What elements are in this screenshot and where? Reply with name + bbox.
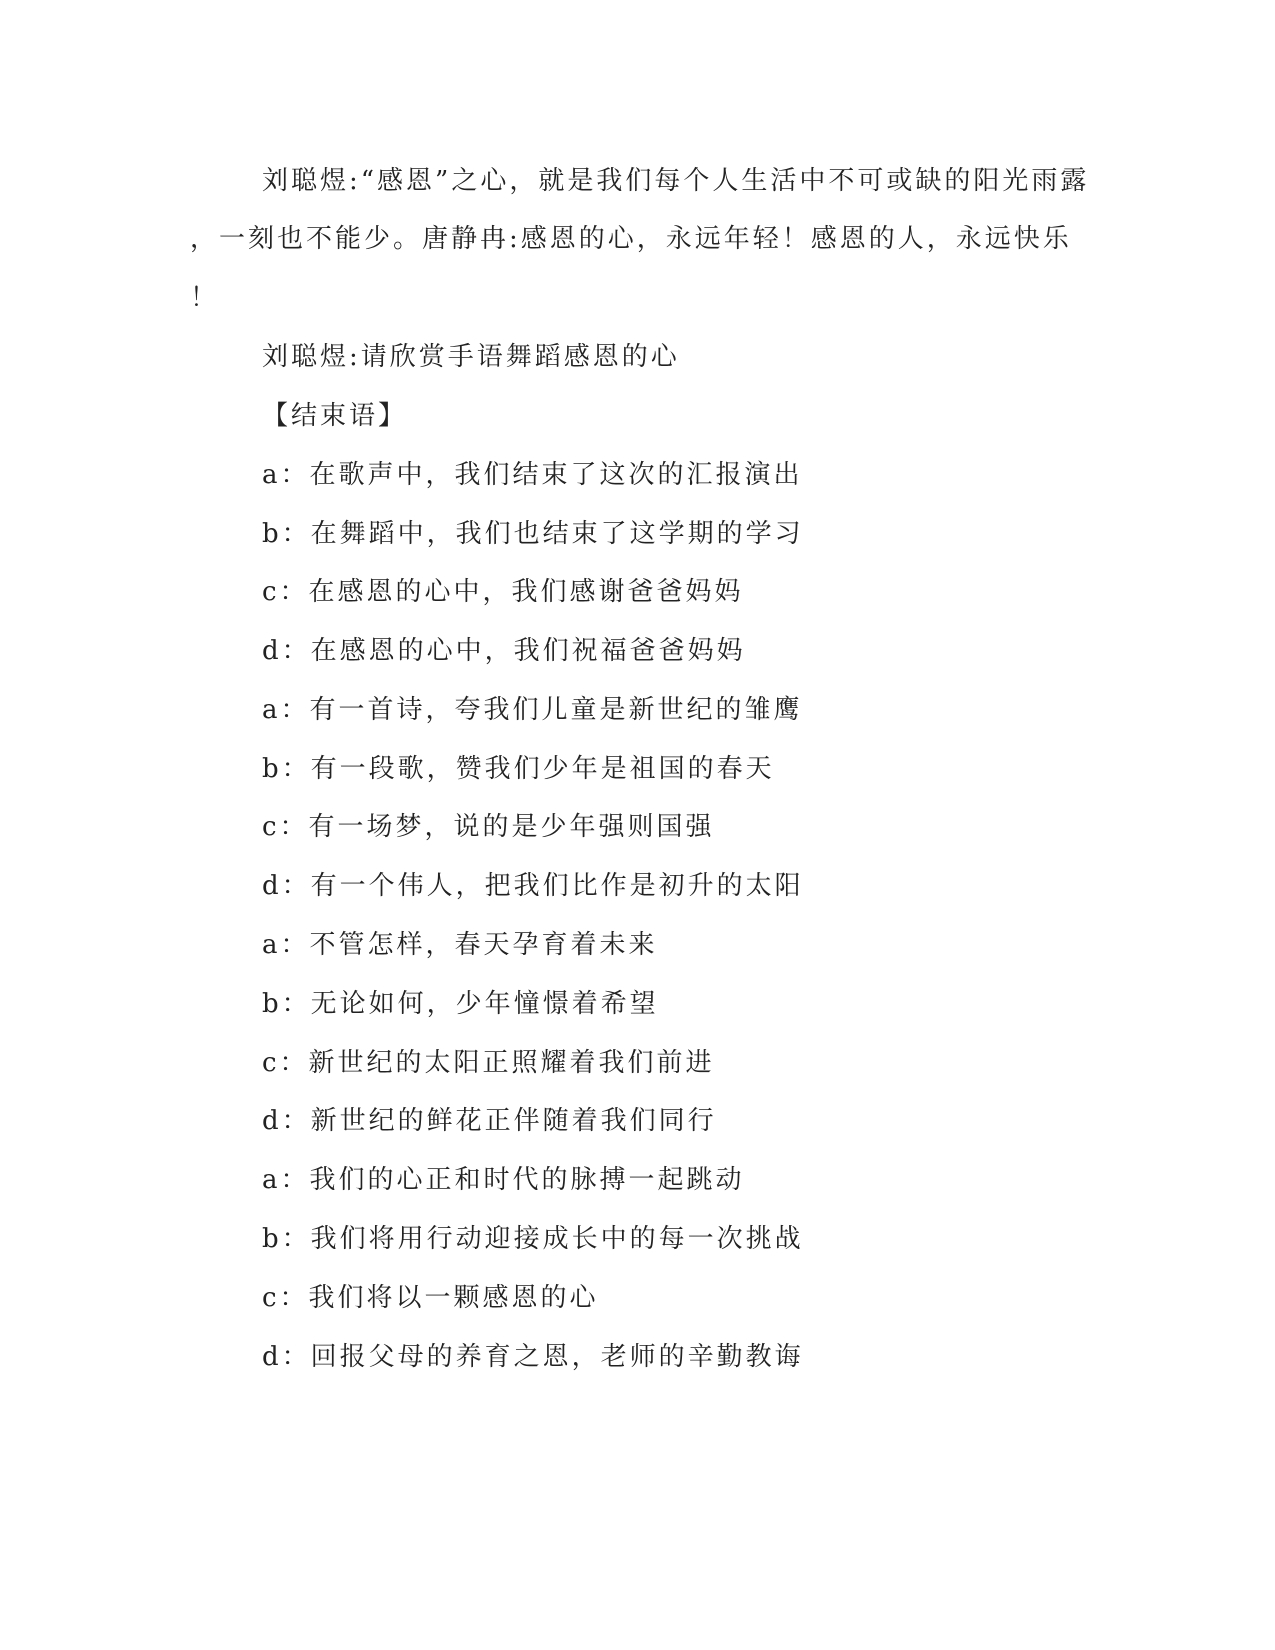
dialogue-line: d：有一个伟人，把我们比作是初升的太阳 — [262, 871, 804, 901]
dialogue-line: a：有一首诗，夸我们儿童是新世纪的雏鹰 — [262, 695, 803, 725]
paragraph-line: 刘聪煜:请欣赏手语舞蹈感恩的心 — [262, 342, 680, 372]
paragraph-line: ！ — [190, 283, 220, 313]
dialogue-line: b：我们将用行动迎接成长中的每一次挑战 — [262, 1224, 804, 1254]
dialogue-line: d：回报父母的养育之恩，老师的辛勤教诲 — [262, 1342, 804, 1372]
dialogue-line: b：无论如何，少年憧憬着希望 — [262, 989, 659, 1019]
dialogue-line: d：新世纪的鲜花正伴随着我们同行 — [262, 1106, 717, 1136]
dialogue-line: c：在感恩的心中，我们感谢爸爸妈妈 — [262, 577, 744, 607]
dialogue-line: a：不管怎样，春天孕育着未来 — [262, 930, 658, 960]
section-heading: 【结束语】 — [262, 401, 408, 431]
dialogue-line: c：有一场梦，说的是少年强则国强 — [262, 812, 715, 842]
dialogue-line: b：有一段歌，赞我们少年是祖国的春天 — [262, 754, 775, 784]
dialogue-line: a：我们的心正和时代的脉搏一起跳动 — [262, 1165, 745, 1195]
paragraph-line: 刘聪煜:“感恩”之心，就是我们每个人生活中不可或缺的阳光雨露 — [262, 166, 1090, 196]
dialogue-line: a：在歌声中，我们结束了这次的汇报演出 — [262, 460, 803, 490]
dialogue-line: b：在舞蹈中，我们也结束了这学期的学习 — [262, 519, 804, 549]
dialogue-line: c：新世纪的太阳正照耀着我们前进 — [262, 1048, 715, 1078]
dialogue-line: d：在感恩的心中，我们祝福爸爸妈妈 — [262, 636, 746, 666]
paragraph-line: ，一刻也不能少。唐静冉:感恩的心，永远年轻！感恩的人，永远快乐 — [190, 224, 1072, 254]
dialogue-line: c：我们将以一颗感恩的心 — [262, 1283, 599, 1313]
